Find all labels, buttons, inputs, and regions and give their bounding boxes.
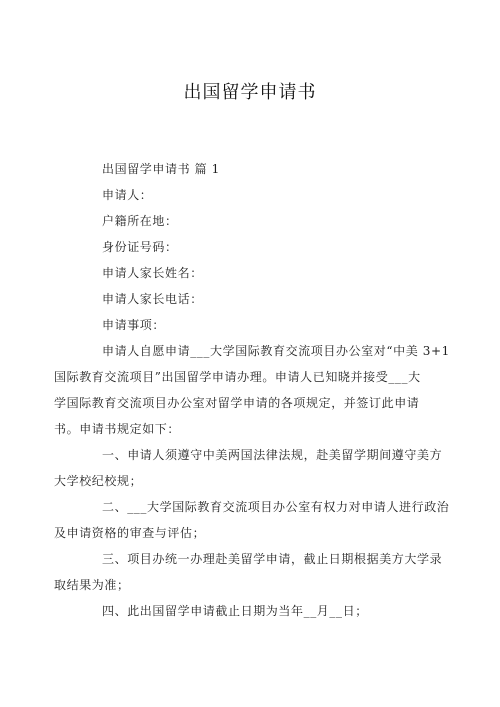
section-heading: 出国留学申请书 篇 1	[102, 162, 220, 176]
document-body	[54, 156, 450, 624]
clause-3-line-2: 取结果为准；	[54, 578, 130, 592]
document-title: 出国留学申请书	[183, 82, 317, 103]
field-parent-name: 申请人家长姓名：	[102, 266, 203, 280]
field-household-registration: 户籍所在地：	[102, 214, 178, 228]
paragraph-intro-line-4: 书。申请书规定如下：	[54, 422, 181, 436]
paragraph-intro-line-1: 申请人自愿申请___大学国际教育交流项目办公室对“中美 3+1	[102, 344, 450, 358]
field-id-number: 身份证号码：	[102, 240, 178, 254]
field-application-matters: 申请事项：	[102, 318, 166, 332]
clause-1-line-2: 大学校纪校规；	[54, 474, 143, 488]
paragraph-intro-line-3: 学国际教育交流项目办公室对留学申请的各项规定，并签订此申请	[54, 396, 420, 410]
clause-2-line-2: 及申请资格的审查与评估；	[54, 526, 206, 540]
field-parent-phone: 申请人家长电话：	[102, 292, 203, 306]
paragraph-intro-line-2: 国际教育交流项目”出国留学申请办理。申请人已知晓并接受___大	[54, 370, 421, 384]
clause-3-line-1: 三、项目办统一办理赴美留学申请，截止日期根据美方大学录	[102, 552, 443, 566]
field-applicant: 申请人：	[102, 188, 153, 202]
clause-1-line-1: 一、申请人须遵守中美两国法律法规，赴美留学期间遵守美方	[102, 448, 443, 462]
clause-2-line-1: 二、___大学国际教育交流项目办公室有权力对申请人进行政治	[102, 500, 450, 514]
clause-4-line-1: 四、此出国留学申请截止日期为当年__月__日；	[102, 604, 368, 618]
